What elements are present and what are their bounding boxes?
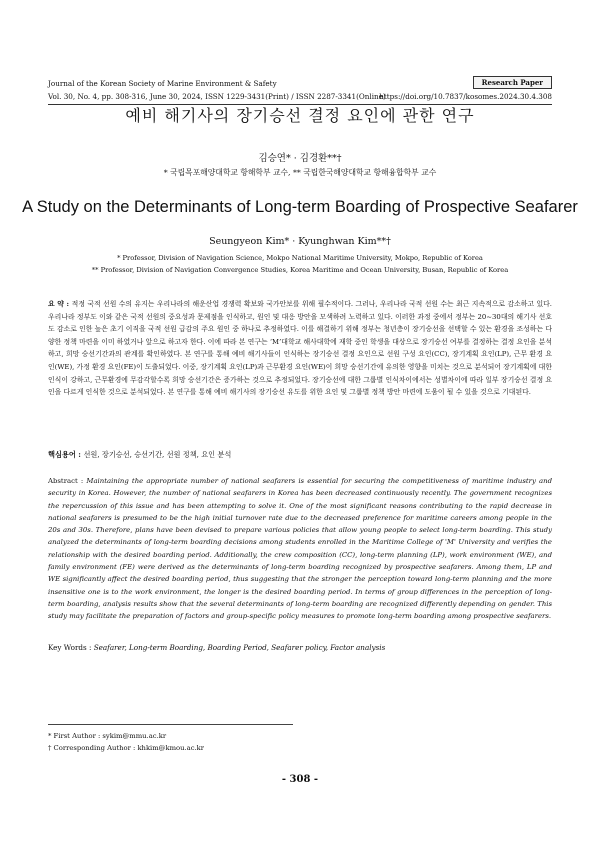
english-title: A Study on the Determinants of Long-term Boarding of Prospective Seafarer — [22, 198, 578, 216]
korean-affiliation: * 국립목포해양대학교 항해학부 교수, ** 국립한국해양대학교 항해융합학부 교수 — [163, 168, 437, 177]
doi-link[interactable]: https://doi.org/10.7837/kosomes.2024.30.4.308 — [379, 92, 552, 101]
english-abstract-text: Maintaining the appropriate number of national seafarers is essential for securing the competitiveness of maritime industry and security in Korea. However, the number of national seafarers in Korea has been decreased continuously recently. The government recognizes the repercussion of this issue and has been attempting to solve it. One of the most significant reasons contributing to the rapid decrease in national seafarers is presumed to be the high initial turnover rate due to the decreased preference for maritime careers among people in the 20s and 30s. Therefore, plans have been devised to prepare various policies that allow young people to select long-term boarding. This study analyzed the determinants of long-term boarding decisions among students enrolled in the Maritime College of 'M' University and verifies the relationship with the desired boarding period. Additionally, the crew composition (CC), long-term planning (LP), work environment (WE), and family environment (FE) were derived as the determinants of long-term boarding recognized by prospective seafarers. Among them, LP and WE significantly affect the desired boarding period, thus suggesting that the stronger the perception toward long-term planning and the more insensitive one is to the work environment, the longer is the desired boarding period. In terms of group differences in the perception of long-term boarding, analysis results show that the several determinants of long-term boarding are recognized differently depending on gender. This study may facilitate the preparation of factors and group-specific policy measures to promote long-term boarding among prospective seafarers. — [48, 477, 552, 621]
footnote-corresponding-author: † Corresponding Author : khkim@kmou.ac.kr — [48, 744, 205, 752]
page-number: - 308 - — [281, 774, 319, 785]
korean-keywords-text: 선원, 장기승선, 승선기간, 선원 정책, 요인 분석 — [83, 450, 232, 459]
footnote-first-author: * First Author : sykim@mmu.ac.kr — [48, 732, 167, 740]
english-abstract-label: Abstract : — [48, 477, 87, 485]
english-keywords-label: Key Words : — [48, 643, 94, 652]
korean-authors: 김승연* · 김경환**† — [258, 153, 342, 164]
korean-abstract — [48, 298, 552, 399]
article-type-badge: Research Paper — [473, 76, 552, 89]
english-keywords — [48, 643, 385, 652]
korean-keywords-label: 핵심용어 : — [48, 450, 84, 459]
footnote-rule — [48, 724, 293, 725]
english-keywords-text: Seafarer, Long-term Boarding, Boarding Period, Seafarer policy, Factor analysis — [93, 643, 386, 652]
korean-abstract-text: 적정 국적 선원 수의 유지는 우리나라의 해운산업 경쟁력 확보와 국가안보를 위해 필수적이다. 그러나, 우리나라 국적 선원 수는 최근 지속적으로 감소하고 있다. 우리나라 정부도 이와 같은 국적 선원의 중요성과 문제점을 인식하고, 원인 및 대응 방안을 모색하려 노력하고 있다. 이러한 과정 중에서 정부는 20~30대의 해기사 선호도 감소로 인한 높은 초기 이직을 국적 선원 급감의 주요 원인 중 하나로 추정하였다. 이를 해결하기 위해 정부는 청년층이 장기승선을 선택할 수 있는 환경을 조성하는 다양한 정책 마련을 이미 하였거나 앞으로 하고자 한다. 이에 따라 본 연구는 ‘M’대학교 해사대학에 재학 중인 학생을 대상으로 장기승선 여부를 결정하는 결정 요인을 분석하고, 희망 승선기간과의 관계를 확인하였다. 본 연구를 통해 예비 해기사들이 인식하는 장기승선 결정 요인으로 선원 구성 요인(CC), 장기계획 요인(LP), 근무 환경 요인(WE), 가정 환경 요인(FE)이 도출되었다. 이중, 장기계획 요인(LP)과 근무환경 요인(WE)이 희망 승선기간에 유의한 영향을 미치는 것으로 분석되어 장기계획에 대한 인식이 강하고, 근무환경에 무감각할수록 희망 승선기간은 증가하는 것으로 추정되었다. 장기승선에 대한 그룹별 인식차이에서는 성별차이에 따라 일부 장기승선 결정 요인을 다르게 인식한 것으로 분석되었다. 본 연구를 통해 예비 해기사의 장기승선 유도를 위한 요인 및 그룹별 정책 방안 마련에 도움이 될 수 있을 것으로 기대된다. — [48, 300, 552, 397]
korean-keywords — [48, 450, 231, 460]
korean-title: 예비 해기사의 장기승선 결정 요인에 관한 연구 — [125, 106, 475, 125]
korean-abstract-label: 요 약 : — [48, 300, 72, 308]
english-affiliation-1: * Professor, Division of Navigation Science, Mokpo National Maritime University, Mokpo, Republic of Korea — [117, 254, 483, 262]
volume-info: Vol. 30, No. 4, pp. 308-316, June 30, 2024, ISSN 1229-3431(Print) / ISSN 2287-3341(Online) — [48, 92, 386, 101]
english-authors: Seungyeon Kim* · Kyunghwan Kim**† — [209, 236, 391, 247]
journal-name: Journal of the Korean Society of Marine Environment & Safety — [48, 79, 277, 88]
english-affiliation-2: ** Professor, Division of Navigation Convergence Studies, Korea Maritime and Ocean University, Busan, Republic of Korea — [91, 266, 509, 274]
english-abstract — [48, 475, 552, 623]
